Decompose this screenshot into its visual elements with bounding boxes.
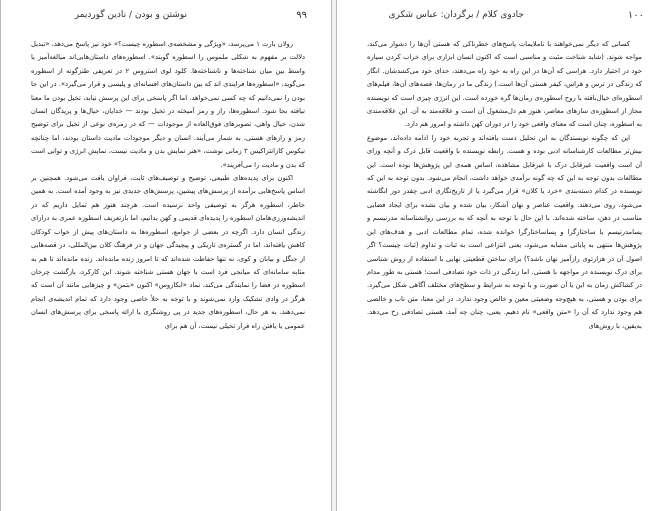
right-page bbox=[336, 0, 668, 511]
right-running-header: جادوی کلام / برگردان: عباس شکری bbox=[388, 10, 524, 20]
left-running-header: نوشتن و بودن / نادین گوردیمر bbox=[74, 10, 187, 20]
left-page-number: ۹۹ bbox=[296, 10, 307, 21]
paragraph: این که چگونه نویسندگان به این تحلیل دست یافته‌اند و تجربه خود را ادامه داده‌اند، موضوع بیش‌تر مطالعات کارشناسانه ادبی بوده و هست. رابطه نویسنده با واقعیت قابل درک و آنچه ورای آن است واقعیت غیرقابل درک با غیرقابل مشاهده، اساس همه‌ی این پژوهش‌ها بوده است. این مطالعات بدون توجه به این که چه گونه برآمدی خواهد داشت، انجام می‌شود. بدون توجه به این که نویسنده در کدام دسته‌بندی «خرد یا کلان» قرار می‌گیرد یا از تاریخ‌نگاری ادبی چقدر دور انگاشته می‌شود، روی می‌دهند. واقعیت عناصر و نهان آشکار، بیان شده و بیان نشده برای ایجاد فضایی مناسب در ذهن، ساخته شده‌اند. با این حال با توجه به آنچه که به بررسی روانشناسانه مدرنیسم و پسامدرنیسم یا ساختارگرا و پساساختارگرا خوانده شده، تمام مطالعات ادبی و هدف‌های این پژوهش‌ها منتهی به پایانی مشابه می‌شود، یعنی انتزاعی است به ثبات و تداوم (ثبات چیست؟ اگر اصول آن در هزارتوی رازآمیز نهان باشد؟) برای ساختن قطعیتی نهایی با استفاده از روش شناسی برای درک نویسنده در مواجهه با هستی. اما زندگی در ذات خود تصادفی است؛ هستی به طور مدام در کشاکش زمان به این یا آن صورت و با توجه به شرایط و سطح‌های مختلف آگاهی شکل می‌گیرد. برای بودن و هستی، به هیچ‌وجه وضعیتی معین و خالص وجود ندارد. در این معنا، متن ناب و خالصی هم وجود ندارد که آن را «متن واقعی» نام دهیم. یعنی، چنان چه آمد، هستی تصادفی رخ می‌دهد. به‌یقین، با روش‌های bbox=[367, 133, 642, 330]
right-page-number: ۱۰۰ bbox=[627, 10, 644, 21]
paragraph: رولان بارت ۱ می‌پرسد، «ویژگی و مشخصه‌ی اسطوره چیست؟» خود نیز پاسخ می‌دهد، «تبدیل دلالت بر مفهوم به شکلی ملموس را اسطوره گویند». اسطوره‌های داستان‌هایی‌اند مبالغه‌آمیز یا واسط بین میان شناخته‌ها و ناشناخته‌ها. کلود لوی استروس ۲ در تعریفی طنزگونه از اسطوره می‌گوید، «اسطوره‌ها فرایندی اند که بین داستان‌های افسانه‌ای و پلیسی و قرار می‌گیرد». در این جا بودن را نمی‌دانیم که چه کسی نمی‌خواهد. اما اگر پاسخی برای این پرسش نیابد، تخیل بودن ما معنا نیافته بجا شود. اسطوره‌ها، راز و رمز آمیخته در تخیل بودند — خدایان، خیال‌ها و پریدگان انسان شدن، خیال واهی، تصویرهای فوق‌العاده از موجودات — که در زمره‌ی نوعی از تخیل برای توضیح رمز و رازهای هستی، به شمار می‌آیند. انسان و دیگر موجودات مادیت داستان بودند، اما چنانچه نیکوس کازانتزاکیس ۳ زمانی نوشت، «هنر نمایش بدن و مادیت نیست، نمایش انرژی و توانی است که بدن و مادیت را می‌آفریند». bbox=[31, 40, 305, 169]
left-page bbox=[0, 0, 332, 511]
left-page-body bbox=[31, 38, 305, 501]
right-page-header bbox=[365, 10, 644, 26]
right-page-body bbox=[367, 38, 642, 501]
paragraph: اکنون برای پدیده‌های طبیعی، توضیح و توصیف‌های ثابت، فراوان یافت می‌شود. همچنین بر اساس پاسخ‌هایی برآمده از پرسش‌های پیشین، پرسش‌های جدیدی نیز به وجود آمده است. به همین خاطر، اسطوره هرگز به توصیفی واحد نرسیده است. هرچند هنوز هم تمایل داریم که در اندیشه‌ورزی‌هامان اسطوره را پدیده‌ای قدیمی و کهن بدانیم، اما بازتعریف اسطوره عمری به درازای زندگی انسان دارد. اگرچه در بعضی از جوامع، اسطوره‌ها به داستان‌های پیش از خواب کودکان کاهش یافته‌اند، اما در گستره‌ی تاریکی و پیچیدگی جهان و در فرهنگ کلان بین‌المللی، در قصه‌هایی از جنگل و بیابان و کوی، نه تنها حفاظت شده‌اند که تا امروز زنده مانده‌اند. زنده مانده‌اند تا هم به مثابه سامانه‌ای که میانجی فرد است با جهان هستی شناخته شوند. این کارکرد، بازگشت چرخان اسطوره در فضا را نمایندگی می‌کند، نماد «ابکاروس» اکنون «بتمن» و چیزهایی مانند آن است که هرگز در وادی تشکیک وارد نمی‌شوند و با توجه به خلأ خاصی وجود دارد که تمام اندیشه‌ی انجام نمی‌دهند. به هر حال، اسطوره‌های جدید در پی روشنگری یا ارائه پاسخی برای پرسش‌های انسان عمومی یا یافتن راه فرار تخیلی نیست، آن هم برای bbox=[31, 174, 305, 330]
left-page-header bbox=[29, 10, 307, 26]
paragraph: کسانی که دیگر نمی‌خواهند با ناملایمات پاسخ‌های خطرناکی که هستی آن‌ها را دشوار می‌کند، مواجه شوند. (شاید شناخت مثبت و مناسبی است که اکنون انسان ابزاری برای خراب کردن سیاره خود در اختیار دارد. هراسی که آن‌ها در این راه به خود راه می‌دهند، خدای خود می‌کشدشان. انگار که زندگی در ترس و هراس، کیفر هستی آن‌ها است.) زندگی ما در رمان‌ها، قصه‌های آن‌ها، فیلم‌های اسطوره‌ای خیال‌بافته با روح اسطوره‌ی رمان‌ها گره خورده است. این انرژی چیزی است که نویسنده مجاز از اسطوره‌ی سازهای معاصر، هنوز هم دل‌مشغول آن است و علاقه‌مند به آن. این علاقه‌مندی به اسطوره، چنان است که معنای واقعی خود را در دوران کهن داشته و امروز هم دارد. bbox=[367, 40, 642, 129]
